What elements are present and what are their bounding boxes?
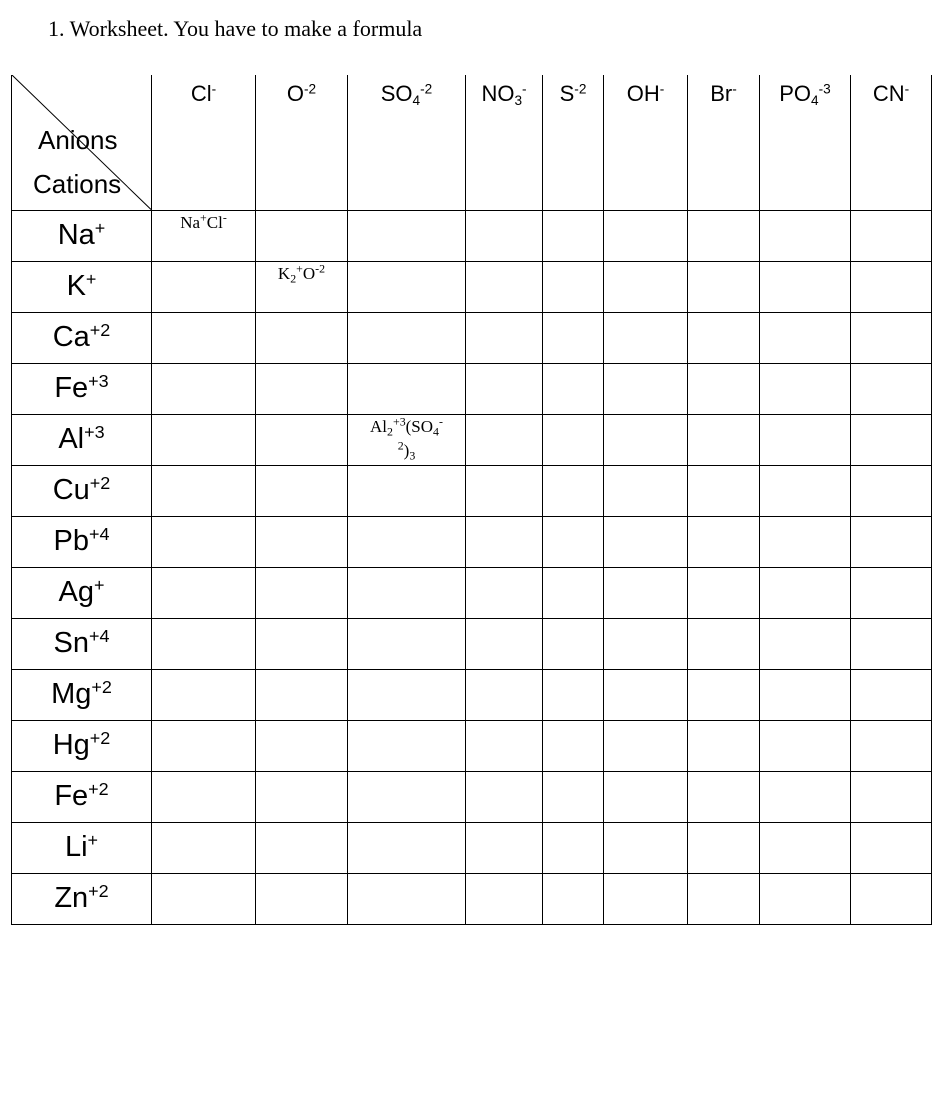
formula-part: - <box>439 413 443 428</box>
formula-cell[interactable] <box>688 312 760 363</box>
formula-cell[interactable] <box>256 669 348 720</box>
cation-label <box>12 465 152 516</box>
formula-cell[interactable] <box>851 363 932 414</box>
anion-charge: - <box>659 81 665 97</box>
formula-table <box>11 75 932 925</box>
formula-cell[interactable] <box>152 516 256 567</box>
cation-charge: +2 <box>91 677 112 698</box>
formula-cell[interactable] <box>543 261 604 312</box>
formula-cell[interactable] <box>256 720 348 771</box>
corner-cell <box>12 75 152 210</box>
formula-cell[interactable] <box>851 720 932 771</box>
formula-part: - <box>222 209 227 224</box>
anion-charge: -3 <box>818 81 831 97</box>
formula-part: K <box>277 263 291 283</box>
formula-cell[interactable] <box>851 771 932 822</box>
formula-cell[interactable] <box>256 822 348 873</box>
anion-subscript: 4 <box>811 93 819 109</box>
anion-symbol: SO <box>380 81 413 106</box>
formula-cell[interactable] <box>152 618 256 669</box>
cation-row <box>12 465 932 516</box>
cation-charge: +2 <box>88 881 109 902</box>
formula-cell[interactable] <box>760 771 851 822</box>
cation-label <box>12 312 152 363</box>
cation-label <box>12 618 152 669</box>
cation-symbol: Na <box>57 219 95 251</box>
formula-cell[interactable] <box>688 873 760 924</box>
formula-cell[interactable] <box>256 516 348 567</box>
formula-cell[interactable] <box>152 261 256 312</box>
cation-row <box>12 312 932 363</box>
formula-cell[interactable] <box>152 312 256 363</box>
formula-cell[interactable] <box>152 720 256 771</box>
cation-label <box>12 873 152 924</box>
cations-label: Cations <box>33 169 122 199</box>
anion-charge: -2 <box>574 81 587 97</box>
anion-charge: - <box>522 81 527 97</box>
anion-symbol: CN <box>872 81 905 106</box>
formula-cell[interactable] <box>688 618 760 669</box>
formula-cell[interactable] <box>604 567 688 618</box>
formula-cell[interactable] <box>851 669 932 720</box>
formula-cell[interactable] <box>760 873 851 924</box>
cation-row <box>12 669 932 720</box>
formula-part: Al <box>370 416 388 436</box>
formula-cell[interactable] <box>543 567 604 618</box>
anion-charge: - <box>211 81 217 97</box>
formula-cell[interactable] <box>851 465 932 516</box>
anion-header <box>256 75 348 210</box>
formula-cell[interactable] <box>348 516 466 567</box>
formula-cell[interactable] <box>760 312 851 363</box>
worksheet-title: 1. Worksheet. You have to make a formula <box>48 16 423 41</box>
anions-label: Anions <box>38 125 118 155</box>
cation-symbol: Sn <box>53 627 89 659</box>
formula-cell[interactable] <box>348 261 466 312</box>
anion-symbol: Br <box>710 81 733 106</box>
formula-part: + <box>296 260 303 275</box>
anion-header <box>851 75 932 210</box>
formula-cell[interactable] <box>604 618 688 669</box>
formula-cell[interactable] <box>760 669 851 720</box>
formula-cell[interactable] <box>256 363 348 414</box>
formula-cell[interactable] <box>604 771 688 822</box>
formula-cell[interactable] <box>466 312 543 363</box>
cation-charge: +2 <box>89 728 111 749</box>
anion-symbol: Cl <box>190 81 212 106</box>
cation-charge: + <box>94 218 106 239</box>
formula-cell[interactable] <box>152 363 256 414</box>
formula-cell[interactable] <box>256 567 348 618</box>
formula-cell[interactable] <box>688 720 760 771</box>
formula-cell[interactable] <box>348 873 466 924</box>
formula-cell[interactable] <box>604 720 688 771</box>
anion-charge: - <box>732 81 737 97</box>
formula-cell[interactable] <box>688 516 760 567</box>
anion-subscript: 4 <box>412 93 421 109</box>
formula-cell[interactable] <box>152 669 256 720</box>
anion-symbol: O <box>286 81 304 106</box>
formula-cell[interactable] <box>152 771 256 822</box>
formula-cell[interactable] <box>152 414 256 465</box>
formula-cell[interactable] <box>760 363 851 414</box>
formula-cell[interactable] <box>543 669 604 720</box>
formula-cell[interactable] <box>851 210 932 261</box>
formula-cell[interactable] <box>688 414 760 465</box>
formula-part: -2 <box>315 260 326 275</box>
cation-label <box>12 363 152 414</box>
formula-cell[interactable] <box>760 210 851 261</box>
formula-cell[interactable] <box>851 873 932 924</box>
cation-charge: +3 <box>84 422 105 443</box>
cation-label <box>12 261 152 312</box>
cation-label <box>12 771 152 822</box>
anion-charge: -2 <box>420 81 433 97</box>
formula-cell[interactable] <box>348 210 466 261</box>
formula-cell[interactable] <box>466 618 543 669</box>
cation-row <box>12 414 932 465</box>
formula-cell[interactable] <box>466 873 543 924</box>
formula-cell[interactable] <box>466 414 543 465</box>
formula-cell[interactable] <box>348 771 466 822</box>
formula-part: 4 <box>433 424 439 439</box>
formula-cell[interactable] <box>604 312 688 363</box>
formula-cell[interactable] <box>851 414 932 465</box>
formula-cell[interactable] <box>152 567 256 618</box>
cation-charge: + <box>93 575 105 596</box>
formula-cell[interactable] <box>348 363 466 414</box>
cation-row <box>12 822 932 873</box>
cation-label <box>12 720 152 771</box>
formula-cell[interactable] <box>851 312 932 363</box>
cation-charge: +2 <box>88 779 109 800</box>
cation-symbol: Cu <box>52 474 90 506</box>
formula-cell[interactable] <box>348 465 466 516</box>
cation-charge: +4 <box>88 626 110 647</box>
cation-row <box>12 771 932 822</box>
cation-symbol: Pb <box>53 525 89 557</box>
cation-row <box>12 720 932 771</box>
formula-cell-filled <box>348 414 466 465</box>
formula-cell[interactable] <box>604 873 688 924</box>
formula-cell[interactable] <box>466 822 543 873</box>
formula-cell[interactable] <box>688 669 760 720</box>
formula-cell[interactable] <box>604 261 688 312</box>
formula-part: 2 <box>397 437 404 452</box>
formula-cell[interactable] <box>348 312 466 363</box>
cation-row <box>12 261 932 312</box>
formula-cell[interactable] <box>851 822 932 873</box>
formula-cell[interactable] <box>466 669 543 720</box>
cation-symbol: K <box>66 270 86 302</box>
anion-symbol: PO <box>779 81 812 106</box>
anion-header <box>604 75 688 210</box>
formula-part: + <box>200 209 207 224</box>
formula-cell[interactable] <box>604 465 688 516</box>
cation-row <box>12 363 932 414</box>
anion-header <box>688 75 760 210</box>
formula-cell[interactable] <box>466 363 543 414</box>
cation-charge: +4 <box>88 524 110 545</box>
formula-cell[interactable] <box>256 618 348 669</box>
formula-cell[interactable] <box>466 567 543 618</box>
formula-cell[interactable] <box>688 261 760 312</box>
formula-cell[interactable] <box>543 516 604 567</box>
formula-cell[interactable] <box>543 363 604 414</box>
formula-cell[interactable] <box>543 312 604 363</box>
formula-cell[interactable] <box>604 363 688 414</box>
formula-part: O <box>302 263 316 283</box>
formula-cell[interactable] <box>256 414 348 465</box>
cation-label <box>12 414 152 465</box>
cation-charge: +3 <box>88 371 109 392</box>
formula-cell[interactable] <box>543 414 604 465</box>
formula-cell[interactable] <box>256 873 348 924</box>
formula-cell[interactable] <box>604 210 688 261</box>
anion-header <box>543 75 604 210</box>
anion-subscript: 3 <box>514 93 523 109</box>
formula-cell-filled <box>256 261 348 312</box>
formula-cell[interactable] <box>466 465 543 516</box>
formula-cell[interactable] <box>760 414 851 465</box>
formula-part: 3 <box>409 448 416 463</box>
formula-part: Cl <box>206 212 223 232</box>
cation-symbol: Fe <box>54 372 89 404</box>
formula-part: +3 <box>392 413 406 428</box>
formula-cell[interactable] <box>760 465 851 516</box>
header-row <box>12 75 932 210</box>
formula-cell[interactable] <box>760 822 851 873</box>
cation-charge: + <box>85 269 97 290</box>
formula-cell[interactable] <box>543 618 604 669</box>
anion-symbol: NO <box>481 81 515 106</box>
cation-label <box>12 567 152 618</box>
formula-cell[interactable] <box>688 822 760 873</box>
formula-cell[interactable] <box>466 516 543 567</box>
formula-cell[interactable] <box>256 771 348 822</box>
formula-cell[interactable] <box>543 873 604 924</box>
formula-cell[interactable] <box>851 516 932 567</box>
anion-header <box>466 75 543 210</box>
cation-label <box>12 822 152 873</box>
formula-cell[interactable] <box>851 618 932 669</box>
formula-cell[interactable] <box>604 669 688 720</box>
formula-cell[interactable] <box>543 720 604 771</box>
formula-cell[interactable] <box>348 720 466 771</box>
anion-charge: -2 <box>304 81 317 97</box>
formula-cell[interactable] <box>348 618 466 669</box>
formula-cell[interactable] <box>348 567 466 618</box>
cation-charge: +2 <box>89 320 111 341</box>
formula-cell[interactable] <box>760 516 851 567</box>
cation-symbol: Ca <box>52 321 90 353</box>
cation-label <box>12 669 152 720</box>
formula-cell[interactable] <box>604 822 688 873</box>
cation-row <box>12 567 932 618</box>
formula-cell[interactable] <box>604 516 688 567</box>
formula-cell[interactable] <box>760 720 851 771</box>
formula-cell[interactable] <box>688 210 760 261</box>
anion-header <box>348 75 466 210</box>
formula-cell[interactable] <box>152 822 256 873</box>
formula-cell[interactable] <box>348 669 466 720</box>
formula-cell[interactable] <box>152 465 256 516</box>
formula-cell[interactable] <box>543 210 604 261</box>
cation-charge: + <box>87 830 99 851</box>
formula-part: 2 <box>387 424 393 439</box>
cation-label <box>12 210 152 261</box>
formula-cell[interactable] <box>466 261 543 312</box>
formula-cell[interactable] <box>688 363 760 414</box>
cation-symbol: Hg <box>52 729 90 761</box>
cation-symbol: Zn <box>54 882 89 914</box>
anion-header <box>152 75 256 210</box>
cation-row <box>12 618 932 669</box>
formula-part: 2 <box>290 271 297 286</box>
cation-symbol: Li <box>64 831 88 863</box>
formula-cell[interactable] <box>760 618 851 669</box>
anion-symbol: OH <box>626 81 660 106</box>
formula-cell-filled <box>152 210 256 261</box>
anion-header <box>760 75 851 210</box>
cation-row <box>12 516 932 567</box>
formula-cell[interactable] <box>466 210 543 261</box>
cation-charge: +2 <box>89 473 111 494</box>
anion-symbol: S <box>559 81 575 106</box>
cation-symbol: Ag <box>58 576 94 608</box>
formula-cell[interactable] <box>760 261 851 312</box>
formula-cell[interactable] <box>466 720 543 771</box>
cation-row <box>12 210 932 261</box>
formula-cell[interactable] <box>760 567 851 618</box>
cation-symbol: Al <box>58 423 85 455</box>
formula-cell[interactable] <box>256 210 348 261</box>
formula-part: (SO <box>405 416 434 436</box>
formula-cell[interactable] <box>543 822 604 873</box>
formula-cell[interactable] <box>348 822 466 873</box>
formula-cell[interactable] <box>688 465 760 516</box>
formula-part: Na <box>180 212 201 232</box>
formula-cell[interactable] <box>688 771 760 822</box>
formula-cell[interactable] <box>466 771 543 822</box>
formula-cell[interactable] <box>543 465 604 516</box>
formula-cell[interactable] <box>851 261 932 312</box>
anion-charge: - <box>904 81 910 97</box>
cation-symbol: Fe <box>54 780 89 812</box>
formula-cell[interactable] <box>604 414 688 465</box>
formula-part: ) <box>403 440 410 460</box>
formula-cell[interactable] <box>543 771 604 822</box>
cation-symbol: Mg <box>51 678 92 710</box>
cation-row <box>12 873 932 924</box>
formula-cell[interactable] <box>256 465 348 516</box>
formula-cell[interactable] <box>688 567 760 618</box>
formula-cell[interactable] <box>851 567 932 618</box>
formula-cell[interactable] <box>256 312 348 363</box>
formula-cell[interactable] <box>152 873 256 924</box>
cation-label <box>12 516 152 567</box>
